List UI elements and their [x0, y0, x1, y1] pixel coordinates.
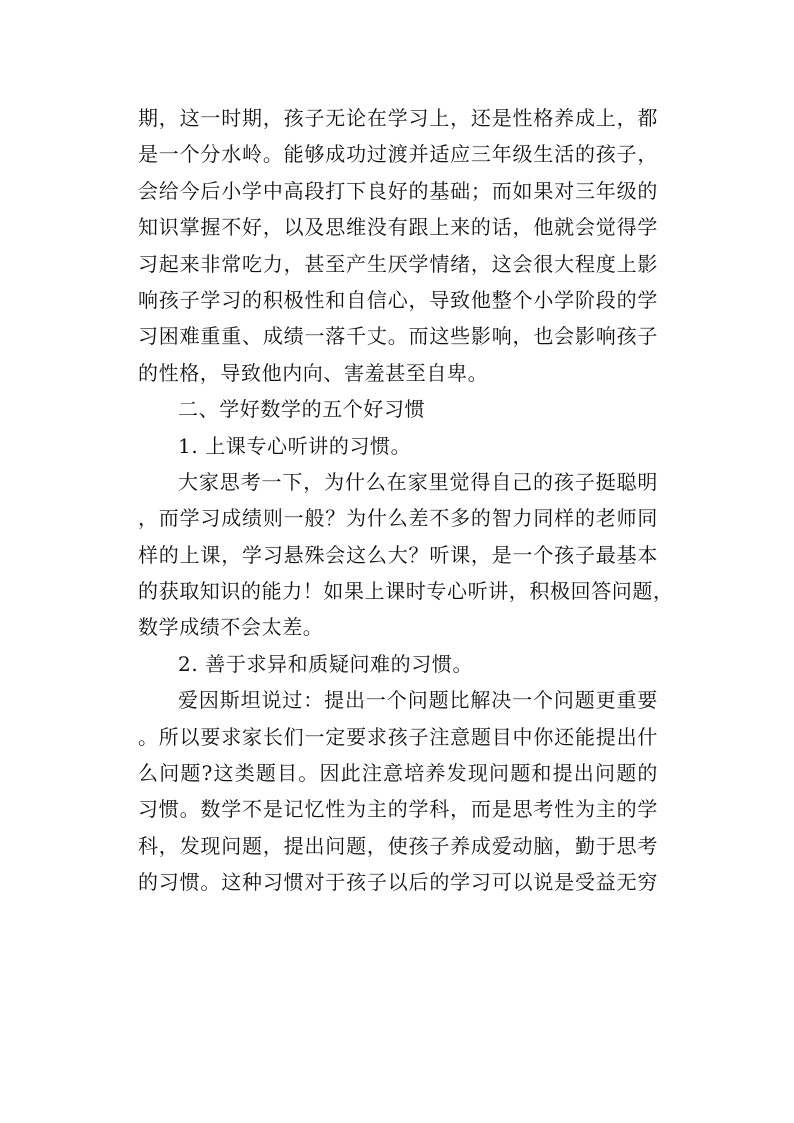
text-line: 的性格，导致他内向、害羞甚至自卑。	[138, 360, 489, 385]
text-line: ，而学习成绩则一般？为什么差不多的智力同样的老师同	[138, 506, 658, 531]
text-line: 数学成绩不会太差。	[138, 615, 324, 640]
document-body	[138, 100, 674, 901]
text-line: 习惯。数学不是记忆性为主的学科，而是思考性为主的学	[138, 797, 658, 822]
section-heading: 二、学好数学的五个好习惯	[178, 397, 426, 422]
paragraph-continuation	[138, 100, 658, 391]
text-line: 响孩子学习的积极性和自信心，导致他整个小学阶段的学	[138, 287, 658, 312]
text-line: 会给今后小学中高段打下良好的基础；而如果对三年级的	[138, 178, 658, 203]
paragraph-questioning	[138, 682, 658, 900]
paragraph-listening	[138, 464, 674, 646]
text-line: 大家思考一下，为什么在家里觉得自己的孩子挺聪明	[178, 469, 658, 494]
text-line: 期，这一时期，孩子无论在学习上，还是性格养成上，都	[138, 106, 658, 130]
text-line: 的获取知识的能力！如果上课时专心听讲，积极回答问题，	[138, 579, 674, 604]
text-line: 知识掌握不好，以及思维没有跟上来的话，他就会觉得学	[138, 215, 658, 240]
text-line: 习起来非常吃力，甚至产生厌学情绪，这会很大程度上影	[138, 251, 658, 276]
text-line: 科，发现问题，提出问题，使孩子养成爱动脑，勤于思考	[138, 833, 658, 858]
text-line: 爱因斯坦说过：提出一个问题比解决一个问题更重要	[178, 688, 658, 713]
text-line: 习困难重重、成绩一落千丈。而这些影响，也会影响孩子	[138, 324, 658, 349]
habit-item-title: 2. 善于求异和质疑问难的习惯。	[178, 651, 474, 676]
habit-item-title: 1. 上课专心听讲的习惯。	[178, 433, 412, 458]
text-line: 么问题?这类题目。因此注意培养发现问题和提出问题的	[138, 761, 658, 786]
text-line: 是一个分水岭。能够成功过渡并适应三年级生活的孩子，	[138, 142, 658, 167]
text-line: 样的上课，学习悬殊会这么大？听课，是一个孩子最基本	[138, 542, 658, 567]
text-line: 的习惯。这种习惯对于孩子以后的学习可以说是受益无穷	[138, 870, 658, 895]
text-line: 。所以要求家长们一定要求孩子注意题目中你还能提出什	[138, 724, 658, 749]
